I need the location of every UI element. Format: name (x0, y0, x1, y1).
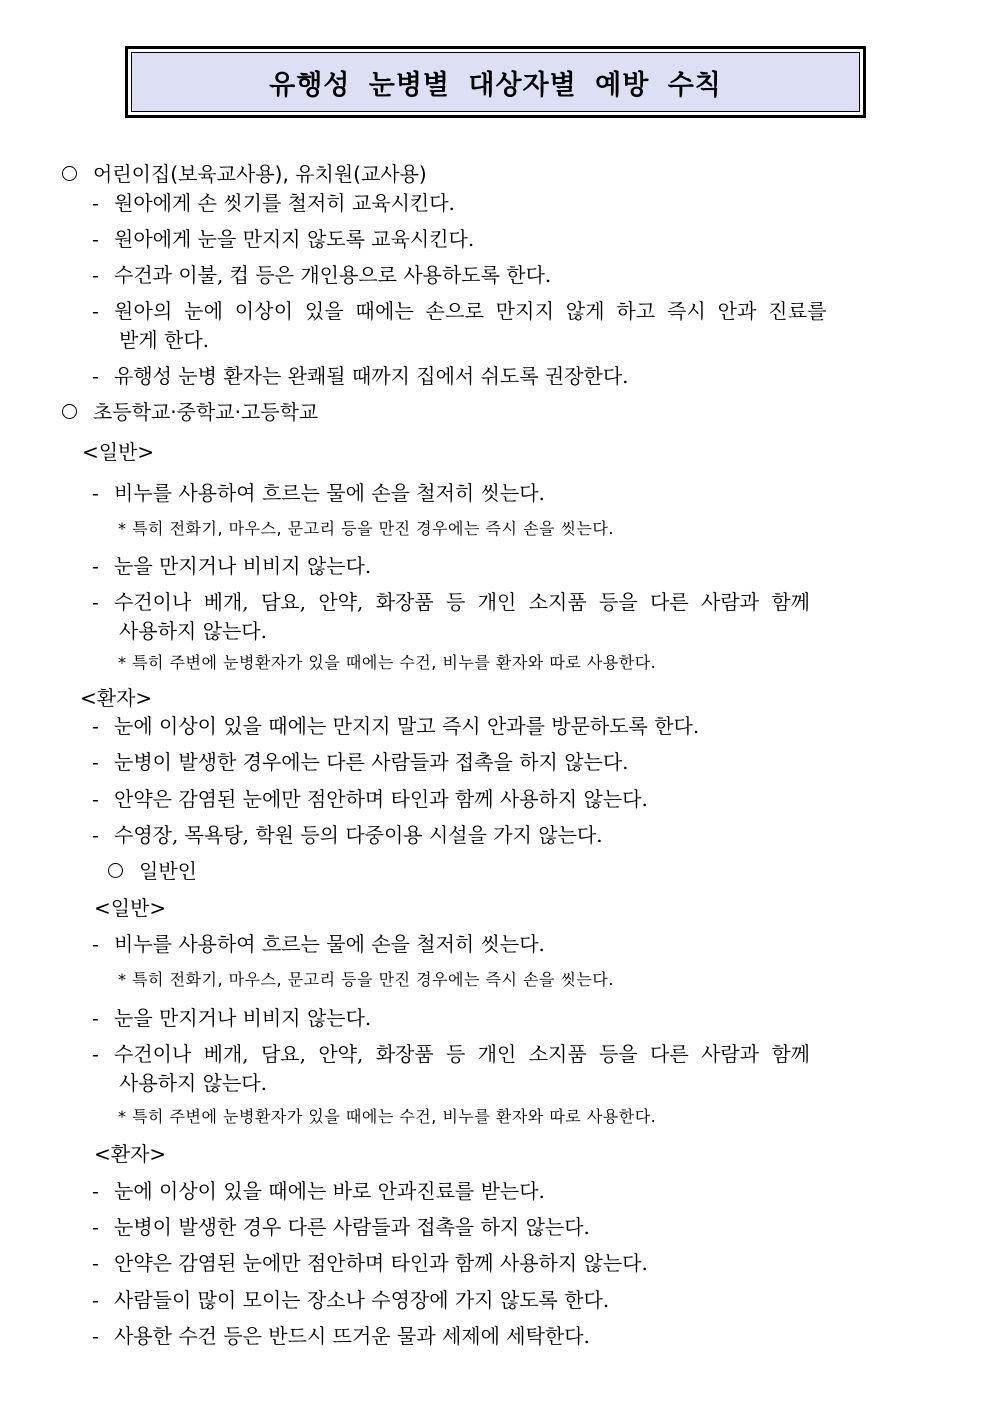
subheading-general: <일반> (82, 440, 155, 464)
circle-bullet-icon (62, 404, 77, 419)
list-item: - 비누를 사용하여 흐르는 물에 손을 철저히 씻는다. (92, 481, 545, 505)
list-item: - 눈에 이상이 있을 때에는 바로 안과진료를 받는다. (92, 1179, 545, 1203)
note-item: * 특히 주변에 눈병환자가 있을 때에는 수건, 비누를 환자와 따로 사용한다. (118, 1107, 657, 1126)
list-item: - 원아의 눈에 이상이 있을 때에는 손으로 만지지 않게 하고 즉시 안과 진료를 (92, 299, 827, 323)
list-item: - 사용한 수건 등은 반드시 뜨거운 물과 세제에 세탁한다. (92, 1324, 590, 1348)
section-heading-daycare: 어린이집(보육교사용), 유치원(교사용) (62, 161, 427, 187)
title-box (125, 46, 866, 118)
note-item: * 특히 주변에 눈병환자가 있을 때에는 수건, 비누를 환자와 따로 사용한다. (118, 653, 657, 672)
subheading-patient: <환자> (80, 686, 153, 710)
list-item: - 수건이나 베개, 담요, 안약, 화장품 등 개인 소지품 등을 다른 사람과 함께 (92, 590, 810, 614)
page-title: 유행성 눈병별 대상자별 예방 수칙 (269, 69, 722, 101)
section-heading-general-public: 일반인 (108, 858, 197, 884)
subheading-patient: <환자> (94, 1142, 167, 1166)
list-item: - 사람들이 많이 모이는 장소나 수영장에 가지 않도록 한다. (92, 1288, 610, 1312)
list-item: - 수영장, 목욕탕, 학원 등의 다중이용 시설을 가지 않는다. (92, 823, 603, 847)
list-item: - 눈병이 발생한 경우에는 다른 사람들과 접촉을 하지 않는다. (92, 750, 629, 774)
note-item: * 특히 전화기, 마우스, 문고리 등을 만진 경우에는 즉시 손을 씻는다. (118, 970, 614, 989)
list-item: - 비누를 사용하여 흐르는 물에 손을 철저히 씻는다. (92, 932, 545, 956)
list-item: - 안약은 감염된 눈에만 점안하며 타인과 함께 사용하지 않는다. (92, 787, 648, 811)
list-item: - 원아에게 눈을 만지지 않도록 교육시킨다. (92, 227, 475, 251)
list-item: - 수건이나 베개, 담요, 안약, 화장품 등 개인 소지품 등을 다른 사람과 함께 (92, 1042, 810, 1066)
list-item: - 유행성 눈병 환자는 완쾌될 때까지 집에서 쉬도록 권장한다. (92, 364, 629, 388)
title-inner (131, 52, 860, 112)
note-item: * 특히 전화기, 마우스, 문고리 등을 만진 경우에는 즉시 손을 씻는다. (118, 519, 614, 538)
list-item-continuation: 사용하지 않는다. (119, 1071, 267, 1095)
circle-bullet-icon (108, 863, 123, 878)
circle-bullet-icon (62, 166, 77, 181)
list-item: - 원아에게 손 씻기를 철저히 교육시킨다. (92, 191, 455, 215)
list-item: - 눈을 만지거나 비비지 않는다. (92, 554, 372, 578)
list-item: - 눈을 만지거나 비비지 않는다. (92, 1006, 372, 1030)
section-heading-schools: 초등학교·중학교·고등학교 (62, 399, 318, 425)
list-item: - 눈병이 발생한 경우 다른 사람들과 접촉을 하지 않는다. (92, 1215, 590, 1239)
list-item: - 수건과 이불, 컵 등은 개인용으로 사용하도록 한다. (92, 263, 552, 287)
list-item-continuation: 받게 한다. (119, 328, 209, 352)
list-item: - 안약은 감염된 눈에만 점안하며 타인과 함께 사용하지 않는다. (92, 1251, 648, 1275)
list-item-continuation: 사용하지 않는다. (119, 619, 267, 643)
list-item: - 눈에 이상이 있을 때에는 만지지 말고 즉시 안과를 방문하도록 한다. (92, 714, 700, 738)
subheading-general: <일반> (94, 896, 167, 920)
